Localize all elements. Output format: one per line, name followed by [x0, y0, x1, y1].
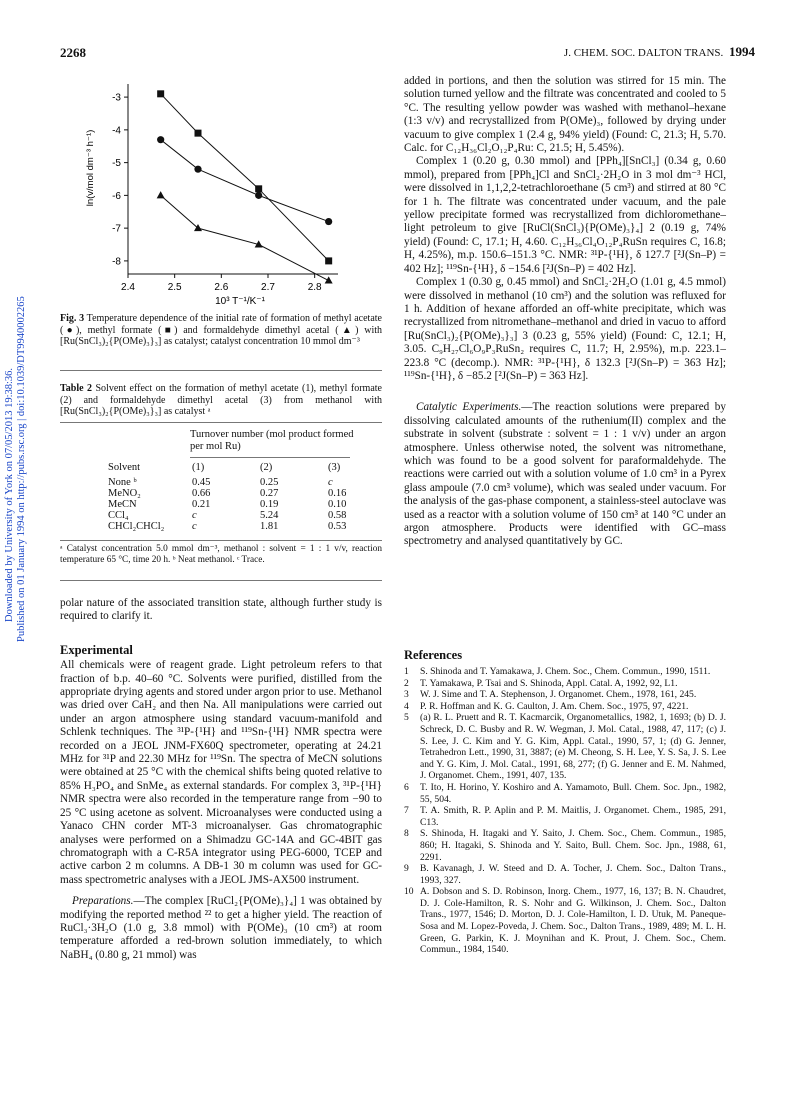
table-cell: CHCl₂CHCl₂ [108, 521, 165, 532]
right-column-text [404, 75, 726, 549]
table-row [108, 477, 374, 488]
triangle-series-line [161, 195, 329, 280]
y-axis-label: ln(v/mol dm⁻³ h⁻¹) [85, 129, 96, 207]
square-point [325, 257, 332, 264]
references-section [404, 648, 726, 956]
reference-number: 9 [404, 863, 409, 875]
reference-number: 3 [404, 689, 409, 701]
table-row [108, 521, 374, 532]
table-cell: None ᵇ [108, 477, 137, 488]
catalytic-label: Catalytic Experiments. [416, 401, 522, 414]
reference-item [404, 689, 726, 701]
x-tick-label: 2.4 [121, 282, 135, 293]
paragraph-2: Complex 1 (0.20 g, 0.30 mmol) and [PPh₄][SnCl₃] (0.34 g, 0.60 mmol), prepared from [PPh₄]Cl and SnCl₂·2H₂O in 3 mol dm⁻³ HCl, were dissolved in 1,1,2,2-tetrachloroethane (5 cm³) and stirred at 80 °C for 1 h. The filtrate was concentrated under vacuum, and the pale yellow precipitate formed was recrystallized from dichloromethane–light petroleum to give [RuCl(SnCl₃){P(OMe)₃}₄] 2 (0.19 g, 74% yield) (Found: C, 17.1; H, 4.60. C₁₂H₃₆Cl₄O₁₂P₄RuSn requires C, 16.8; H, 4.25%), m.p. 150.6–151.3 °C. NMR: ³¹P-{¹H}, δ 127.7 [²J(Sn–P) = 402 Hz]; ¹¹⁹Sn-{¹H}, δ −154.6 [²J(Sn–P) = 402 Hz]. [404, 155, 726, 275]
reference-item [404, 712, 726, 782]
table-cell: 5.24 [260, 510, 279, 521]
x-axis-label: 10³ T⁻¹/K⁻¹ [215, 296, 265, 307]
square-point [195, 130, 202, 137]
table-cell: 0.21 [192, 499, 211, 510]
table-2 [108, 462, 374, 532]
triangle-point [157, 191, 165, 198]
reference-text: P. R. Hoffman and K. G. Caulton, J. Am. Chem. Soc., 1975, 97, 4221. [420, 700, 689, 712]
reference-number: 2 [404, 677, 409, 689]
y-tick-label: -4 [112, 125, 121, 137]
table-header-cell: Solvent [108, 462, 141, 473]
table-caption-label: Table 2 [60, 383, 93, 394]
preparations-paragraph [60, 895, 382, 962]
triangle-point [325, 276, 333, 283]
table-header-cell: (1) [192, 462, 205, 473]
table-cell: 0.45 [192, 477, 211, 488]
table-cell: CCl₄ [108, 510, 129, 521]
references-heading: References [404, 648, 463, 662]
table-cell: 1.81 [260, 521, 279, 532]
circle-series-line [161, 140, 329, 222]
table-cell: 0.27 [260, 488, 279, 499]
download-stamp [0, 0, 30, 1107]
table-cell: 0.58 [328, 510, 347, 521]
reference-text: T. A. Smith, R. P. Aplin and P. M. Maitlis, J. Organomet. Chem., 1985, 291, C13. [420, 805, 726, 828]
table-cell: 0.53 [328, 521, 347, 532]
x-tick-label: 2.7 [261, 282, 275, 293]
reference-number: 7 [404, 805, 409, 817]
reference-number: 5 [404, 712, 409, 724]
table-row [108, 488, 374, 499]
table-group-rule [190, 457, 350, 458]
table-cell: c [192, 510, 197, 521]
reference-item [404, 886, 726, 956]
reference-number: 8 [404, 828, 409, 840]
table-cell: c [192, 521, 197, 532]
circle-point [325, 218, 332, 225]
figure-3-chart [80, 78, 380, 310]
reference-number: 10 [404, 886, 414, 898]
table-header-cell: (3) [328, 462, 341, 473]
journal-name: J. CHEM. SOC. DALTON TRANS. [563, 47, 724, 59]
reference-item [404, 701, 726, 713]
reference-item [404, 828, 726, 863]
reference-text: S. Shinoda and T. Yamakawa, J. Chem. Soc., Chem. Commun., 1990, 1511. [420, 666, 711, 677]
divider [60, 370, 382, 371]
y-tick-label: -6 [112, 190, 121, 202]
figure-caption-text: Temperature dependence of the initial rate of formation of methyl acetate (●), methyl formate (■) and formaldehyde dimethyl acetal (▲) with [Ru(SnCl₃)₂{P(OMe)₃}₃] as catalyst; catalyst concentration 10 mmol dm⁻³ [60, 313, 382, 348]
x-tick-label: 2.5 [167, 282, 182, 293]
reference-item [404, 666, 726, 678]
journal-year: 1994 [729, 44, 755, 59]
table-cell: 0.25 [260, 477, 279, 488]
catalytic-text: —The reaction solutions were prepared by dissolving calculated amounts of the ruthenium(II) complex and the substrate in solvent (substrate : solvent = 1 : 1 v/v) under an argon atmosphere. Unless otherwise noted, the solvent was nitromethane, which was found to be a good solvent for paraformaldehyde. The reactions were carried out with a solution volume of 1.0 cm³ in a Pyrex glass ampoule (7.0 cm³ volume), which was sealed under vacuum. For the analysis of the gas-phase component, a stainless-steel autoclave was used as a reactor with a solution volume of 150 cm³ at 140 °C under an argon atmosphere. Products were identified with GC–mass spectrometry and analysed quantitatively by GC. [404, 401, 726, 548]
square-series-line [161, 94, 329, 261]
paragraph-1: added in portions, and then the solution was stirred for 15 min. The solution turned yellow and the filtrate was concentrated and cooled to 5 °C. The resulting yellow powder was washed with methanol–hexane (1:3 v/v) and recrystallized from P(OMe)₃, followed by drying under vacuum to give complex 1 (2.4 g, 94% yield) (Found: C, 21.3; H, 5.70. Calc. for C₁₂H₃₆Cl₂O₁₂P₄Ru: C, 21.5; H, 5.45%). [404, 75, 726, 155]
y-tick-label: -7 [112, 223, 121, 235]
y-tick-label: -8 [112, 256, 121, 268]
figure-caption [60, 313, 382, 348]
x-tick-label: 2.8 [307, 282, 322, 293]
download-note: Downloaded by University of York on 07/05/2013 19:38:36. [4, 367, 15, 622]
reference-number: 1 [404, 666, 409, 677]
y-tick-label: -3 [112, 92, 121, 104]
reference-text: (a) R. L. Pruett and R. T. Kacmarcik, Organometallics, 1982, 1, 1693; (b) D. J. Schreck, D. C. Busby and R. W. Wegman, J. Mol. Catal., 1988, 47, 117; (c) J. S. Lee, J. C. Kim and Y. G. Kim, Appl. Catal., 1990, 57, 1; (d) G. Jenner, Tetrahedron Lett., 1990, 31, 3887; (e) M. Cheong, S. H. Lee, Y. S. Sa, J. S. Lee and Y. G. Kim, J. Mol. Catal., 1991, 68, 277; (f) G. Jenner and E. M. Nahmed, J. Organomet. Chem., 1991, 407, 135. [420, 712, 726, 782]
reference-item [404, 863, 726, 886]
table-row [108, 510, 374, 521]
table-end-rule [60, 580, 382, 581]
page-number: 2268 [60, 45, 86, 60]
table-cell: MeNO₂ [108, 488, 141, 499]
reference-number: 6 [404, 781, 409, 793]
table-cell: 0.19 [260, 499, 279, 510]
conclusion-paragraph: polar nature of the associated transition state, although further study is required to clarify it. [60, 597, 382, 623]
reference-text: T. Yamakawa, P. Tsai and S. Shinoda, Appl. Catal. A, 1992, 92, L1. [420, 677, 678, 689]
table-cell: 0.66 [192, 488, 211, 499]
reference-text: A. Dobson and S. D. Robinson, Inorg. Chem., 1977, 16, 137; B. N. Chaudret, D. J. Cole-Hamilton, R. S. Nohr and G. Wilkinson, J. Chem. Soc., Dalton Trans., 1977, 1546; D. Morton, D. J. Cole-Hamilton, I. D. Utuk, M. Paneque-Sosa and M. Lopez-Poveda, J. Chem. Soc., Dalton Trans., 1989, 489; M. L. H. Green, G. Parkin, K. J. Moynihan and K. Prout, J. Chem. Soc., Chem. Commun., 1984, 1540. [420, 886, 726, 956]
experimental-paragraph: All chemicals were of reagent grade. Light petroleum refers to that fraction of b.p. 40–60 °C. Solvents were purified, distilled from the appropriate drying agents and stored under argon prior to use. Methanol was dried over CaH₂ and then Na. All manipulations were carried out under an argon atmosphere using standard vacuum-manifold and Schlenk techniques. The ³¹P-{¹H} and ¹¹⁹Sn-{¹H} NMR spectra were recorded on a JEOL JNM-FX60Q spectrometer, operating at 24.21 MHz for ³¹P and 22.30 MHz for ¹¹⁹Sn. The spectra of MeCN solutions were obtained at 25 °C with the chemical shifts being quoted relative to 85% H₃PO₄ and SnMe₄ as external standards. For complex 3, ³¹P-{¹H} NMR spectra were also recorded in the temperature range from −90 to 25 °C using acetone as solvent. Microanalyses were conducted using a Yanaco CHN corder MT-3 microanalyser. Gas chromatographic analyses were performed on a Shimadzu GC-14A and GC-4BIT gas chromatograph with a C-R5A integrator using PEG-6000, TCEP and active carbon 2 m columns. A DB-1 30 m column was used for GC-mass spectrometric analyses with a JEOL JMS-AX500 instrument. [60, 659, 382, 886]
reference-text: T. Ito, H. Horino, Y. Koshiro and A. Yamamoto, Bull. Chem. Soc. Jpn., 1982, 55, 504. [420, 781, 726, 805]
y-tick-label: -5 [112, 158, 121, 170]
table-caption-text: Solvent effect on the formation of methyl acetate (1), methyl formate (2) and formaldehyde dimethyl acetal (3) from methanol with [Ru(SnCl₃)₂{P(OMe)₃}₃] as catalyst ᵃ [60, 383, 382, 418]
square-point [255, 185, 262, 192]
table-caption [60, 383, 382, 418]
experimental-heading: Experimental [60, 642, 133, 657]
running-header [564, 44, 755, 60]
table-header-cell: (2) [260, 462, 273, 473]
table-group-header: Turnover number (mol product formed per mol Ru) [190, 429, 354, 452]
table-row [108, 499, 374, 510]
circle-point [194, 166, 201, 173]
table-cell: c [328, 477, 333, 488]
publish-note: Published on 01 January 1994 on http://pubs.rsc.org | doi:10.1039/DT9940002265 [16, 296, 27, 642]
table-cell: 0.16 [328, 488, 347, 499]
reference-item [404, 805, 726, 828]
left-column-text [60, 597, 382, 962]
preparations-label: Preparations. [72, 895, 134, 908]
table-cell: MeCN [108, 499, 137, 510]
paragraph-3: Complex 1 (0.30 g, 0.45 mmol) and SnCl₂·2H₂O (1.01 g, 4.5 mmol) were dissolved in methanol (10 cm³) and the solution was refluxed for 1 h. Addition of hexane afforded an off-white precipitate, which was recrystallized from nitromethane–methanol and dried in vacuo to afford [Ru(SnCl₃)₂{P(OMe)₃}₃] 3 (0.23 g, 55% yield) (Found: C, 12.1; H, 3.05. C₉H₂₇Cl₆O₉P₃RuSn₂ requires C, 11.7; H, 2.95%), m.p. 223.1–223.8 °C (decomp.). NMR: ³¹P-{¹H}, δ 132.3 [²J(Sn–P) = 363 Hz]; ¹¹⁹Sn-{¹H}, δ −85.2 [²J(Sn–P) = 363 Hz]. [404, 276, 726, 382]
square-point [157, 90, 164, 97]
figure-caption-label: Fig. 3 [60, 313, 85, 324]
catalytic-paragraph [404, 401, 726, 548]
references-list [404, 666, 726, 956]
reference-text: W. J. Sime and T. A. Stephenson, J. Organomet. Chem., 1978, 161, 245. [420, 689, 697, 701]
reference-item [404, 678, 726, 690]
circle-point [157, 136, 164, 143]
reference-number: 4 [404, 700, 409, 712]
reference-item [404, 782, 726, 805]
table-top-rule [60, 422, 382, 423]
x-tick-label: 2.6 [214, 282, 229, 293]
reference-text: B. Kavanagh, J. W. Steed and D. A. Tocher, J. Chem. Soc., Dalton Trans., 1993, 327. [420, 863, 726, 886]
circle-point [255, 192, 262, 199]
table-bottom-rule [60, 540, 382, 541]
table-footnote: ᵃ Catalyst concentration 5.0 mmol dm⁻³, methanol : solvent = 1 : 1 v/v, reaction temperature 65 °C, time 20 h. ᵇ Neat methanol. ᶜ Trace. [60, 544, 382, 565]
preparations-text: —The complex [RuCl₂{P(OMe)₃}₄] 1 was obtained by modifying the reported method ²² to get a higher yield. The reaction of RuCl₃·3H₂O (1.0 g, 3.8 mmol) with P(OMe)₃ (10 cm³) at room temperature afforded a red-brown solution immediately, to which NaBH₄ (0.80 g, 21 mmol) was [60, 895, 382, 961]
table-cell: 0.10 [328, 499, 347, 510]
table-header-row [108, 462, 374, 477]
reference-text: S. Shinoda, H. Itagaki and Y. Saito, J. Chem. Soc., Chem. Commun., 1985, 860; H. Itagaki, S. Shinoda and Y. Saito, Bull. Chem. Soc. Jpn., 1988, 61, 2291. [420, 828, 726, 863]
